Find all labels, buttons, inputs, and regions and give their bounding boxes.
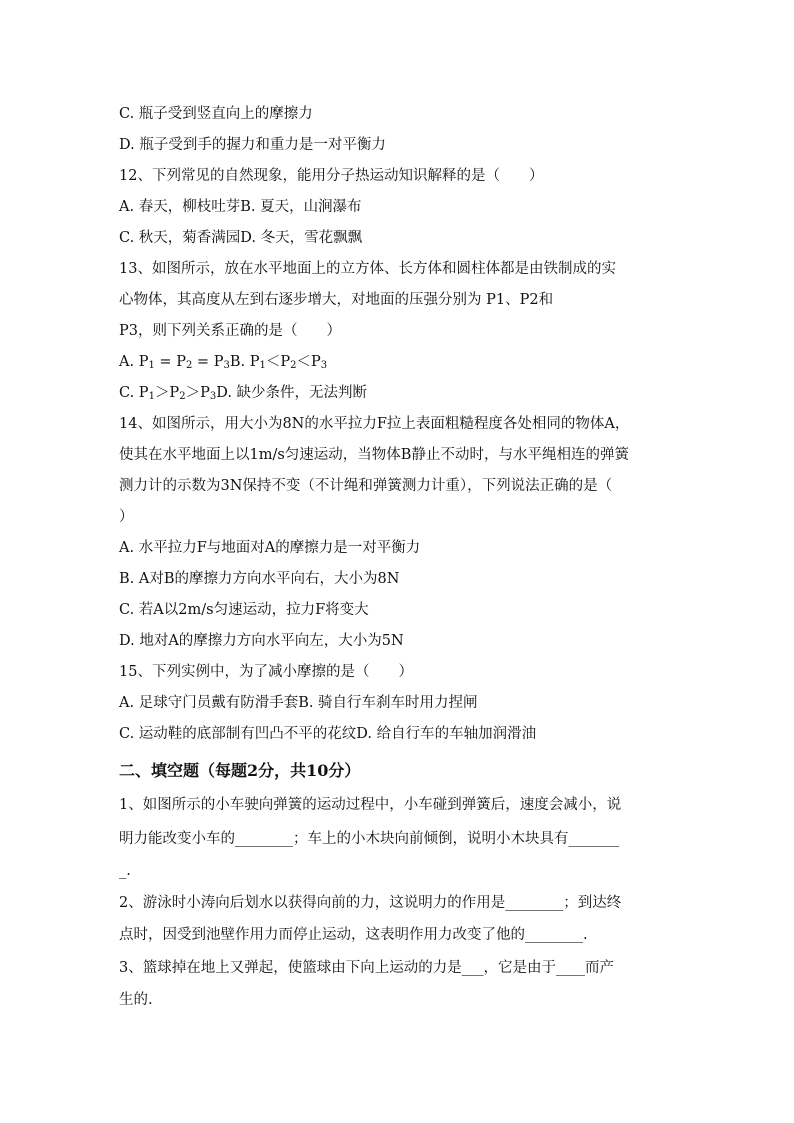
- q14-stem-line2: 使其在水平地面上以1m/s匀速运动，当物体B静止不动时，与水平绳相连的弹簧: [119, 447, 629, 463]
- q13-options-cd: C. $P_1>P_2>P_3D$. 缺少条件，无法判断: [119, 385, 368, 402]
- fill-q2-line1: 2、游泳时小涛向后划水以获得向前的力，这说明力的作用是________；到达终: [119, 895, 622, 911]
- q11-option-c: C. 瓶子受到竖直向上的摩擦力: [119, 106, 313, 122]
- q12-options-cd: C. 秋天，菊香满园D. 冬天，雪花飘飘: [119, 230, 363, 246]
- q15-options-ab: A. 足球守门员戴有防滑手套B. 骑自行车刹车时用力捏闸: [119, 695, 478, 711]
- q12-stem: 12、下列常见的自然现象，能用分子热运动知识解释的是（ ）: [119, 168, 544, 184]
- q13-stem-line3: P3，则下列关系正确的是（ ）: [119, 323, 341, 339]
- q13-stem-line1: 13、如图所示，放在水平地面上的立方体、长方体和圆柱体都是由铁制成的实: [119, 261, 616, 277]
- fill-q1-line3: _.: [119, 863, 131, 879]
- q15-options-cd: C. 运动鞋的底部制有凹凸不平的花纹D. 给自行车的车轴加润滑油: [119, 726, 537, 742]
- q14-option-d: D. 地对A的摩擦力方向水平向左，大小为5N: [119, 633, 404, 649]
- q14-option-c: C. 若A以2m/s匀速运动，拉力F将变大: [119, 602, 369, 618]
- q12-options-ab: A. 春天，柳枝吐芽B. 夏天，山涧瀑布: [119, 199, 362, 215]
- q13-options-ab: A. $P_1 = P_2 = P_3B$. $P_1<P_2<P_3$: [119, 354, 328, 371]
- fill-q1-line2: 明力能改变小车的________；车上的小木块向前倾倒，说明小木块具有_______: [119, 831, 620, 847]
- q11-option-d: D. 瓶子受到手的握力和重力是一对平衡力: [119, 137, 386, 153]
- q15-stem: 15、下列实例中，为了减小摩擦的是（ ）: [119, 664, 413, 680]
- fill-q3-line2: 生的.: [119, 992, 153, 1008]
- fill-q1-line1: 1、如图所示的小车驶向弹簧的运动过程中，小车碰到弹簧后，速度会减小，说: [119, 797, 622, 813]
- fill-q3-line1: 3、篮球掉在地上又弹起，使篮球由下向上运动的力是___，它是由于____而产: [119, 960, 614, 976]
- fill-q2-line2: 点时，因受到池壁作用力而停止运动，这表明作用力改变了他的________.: [119, 927, 588, 943]
- q14-option-a: A. 水平拉力F与地面对A的摩擦力是一对平衡力: [119, 540, 421, 556]
- q14-stem-line1: 14、如图所示，用大小为8N的水平拉力F拉上表面粗糙程度各处相同的物体A，: [119, 416, 630, 432]
- q13-stem-line2: 心物体，其高度从左到右逐步增大，对地面的压强分别为 P1、P2和: [119, 292, 554, 308]
- q14-option-b: B. A对B的摩擦力方向水平向右，大小为8N: [119, 571, 400, 587]
- q14-stem-line3: 测力计的示数为3N保持不变（不计绳和弹簧测力计重），下列说法正确的是（: [119, 478, 613, 494]
- q14-stem-line4: ）: [119, 509, 134, 525]
- section-title: 二、填空题（每题2分，共10分）: [119, 761, 361, 780]
